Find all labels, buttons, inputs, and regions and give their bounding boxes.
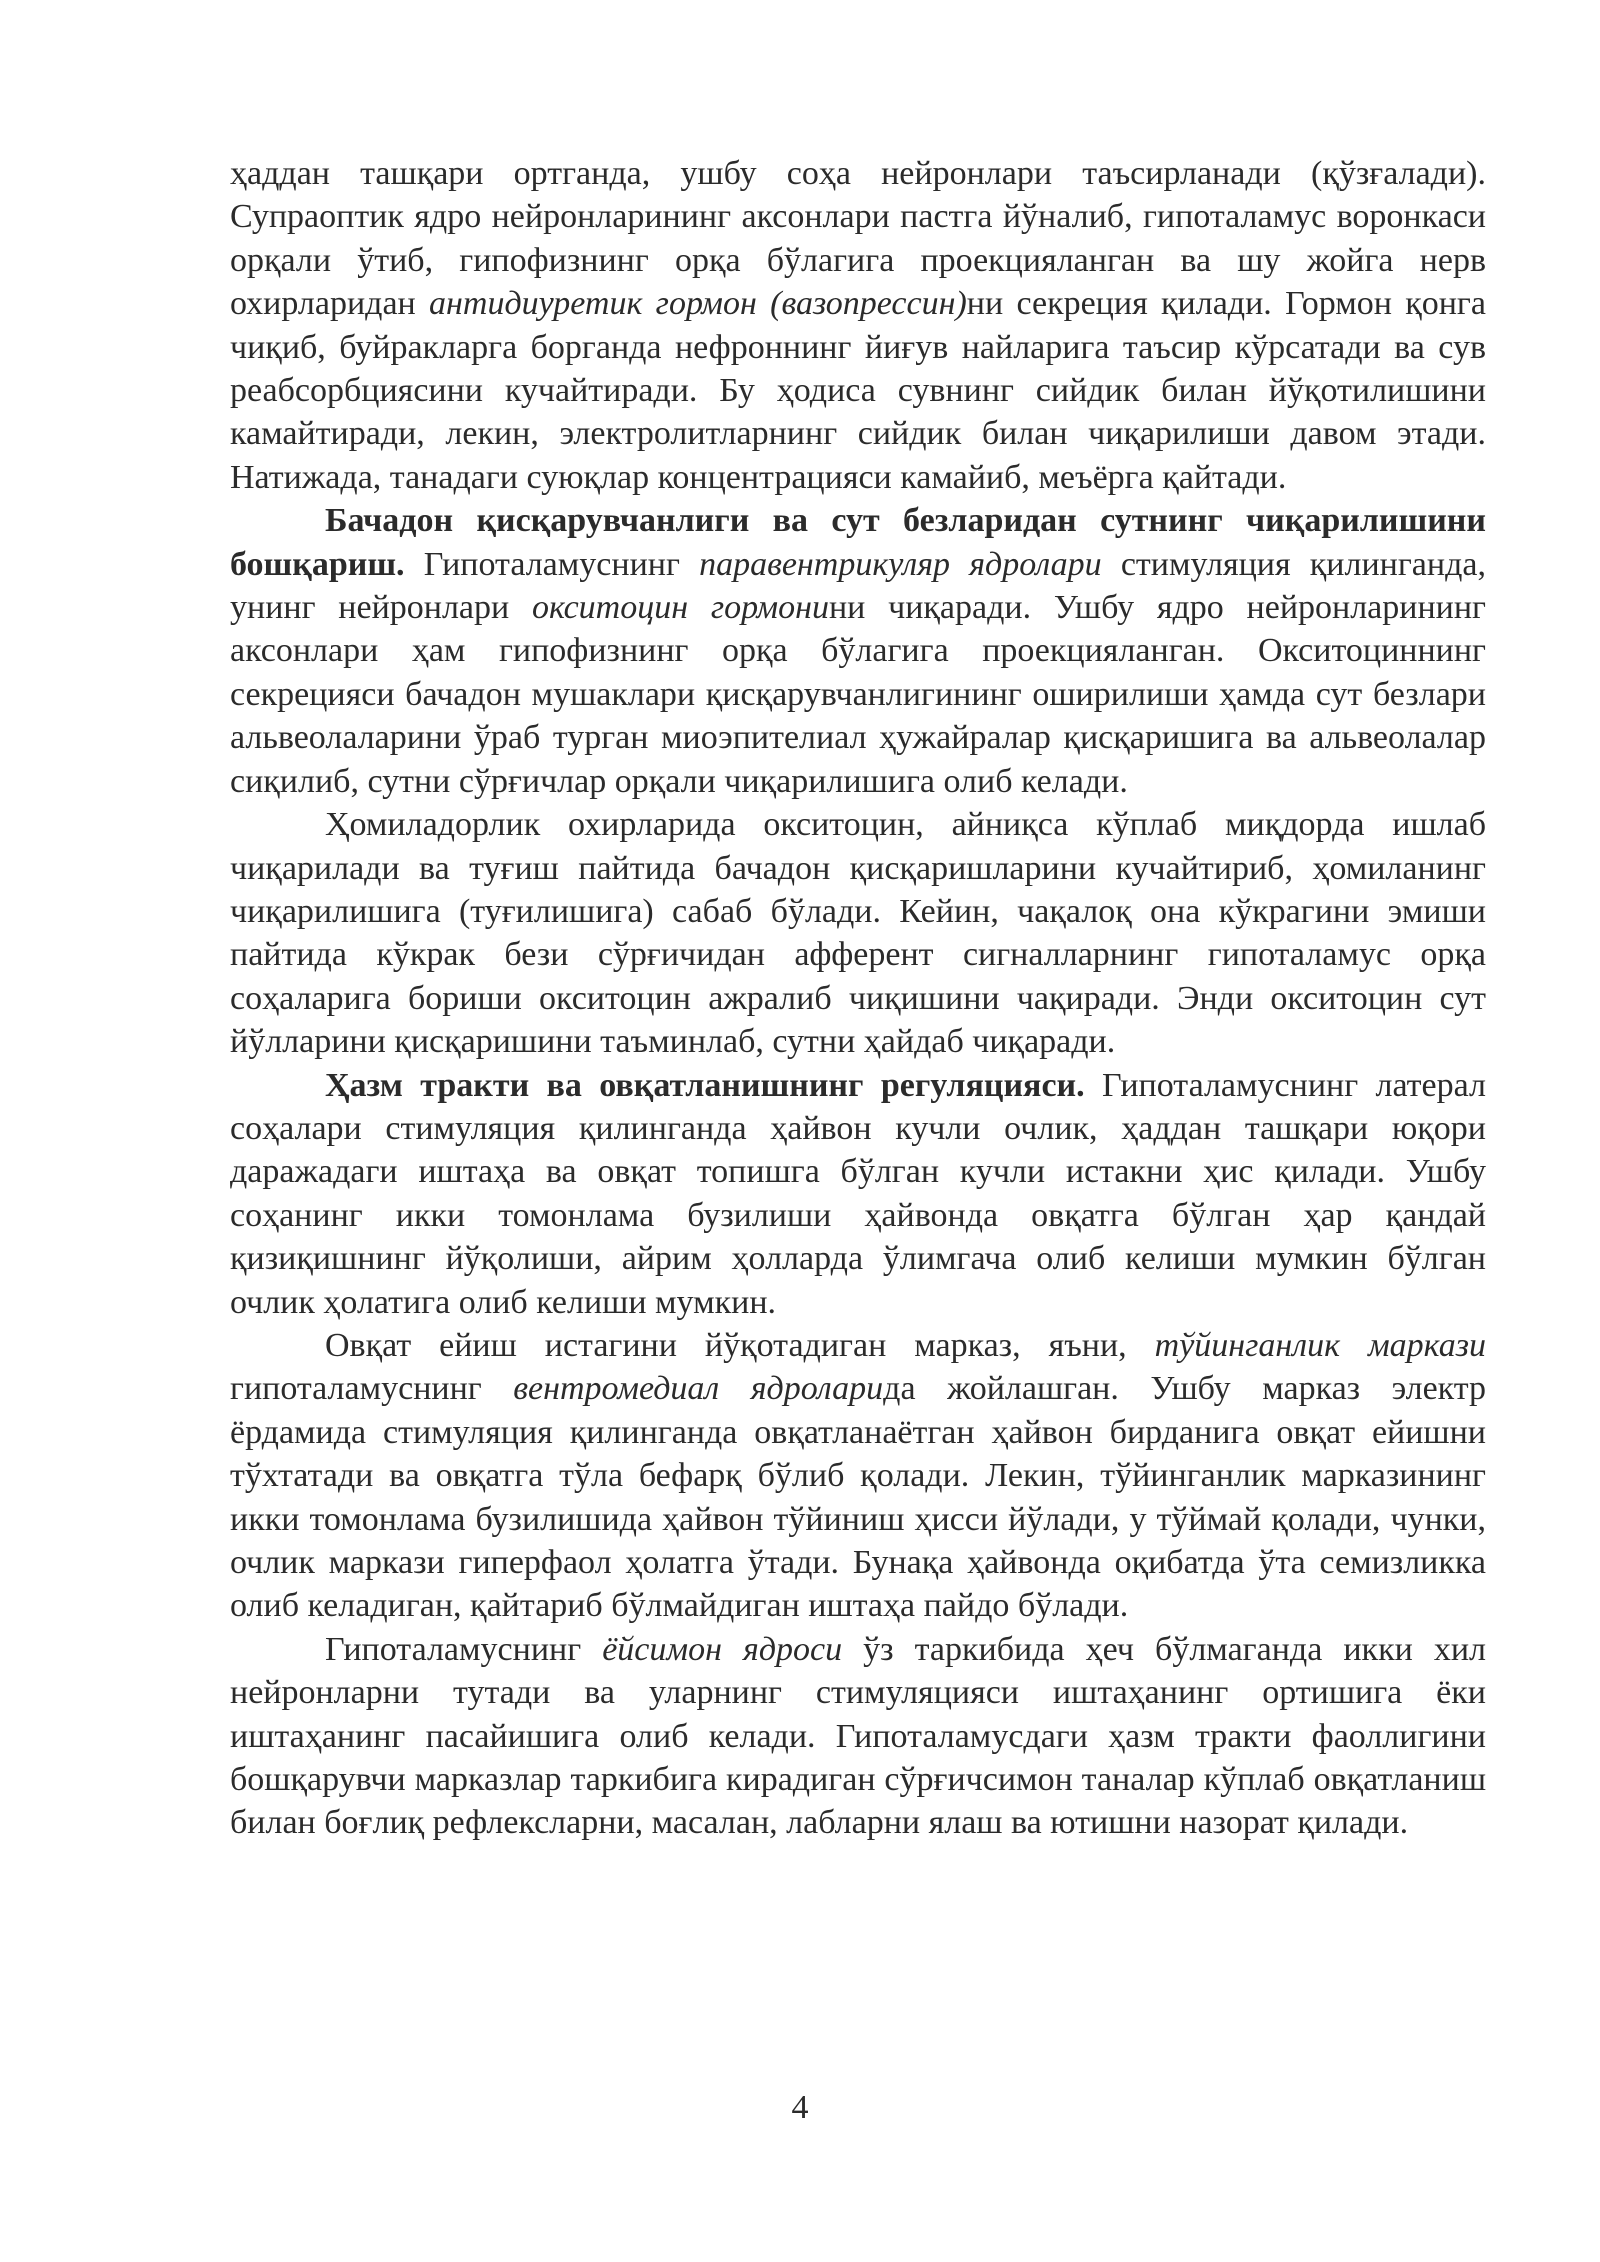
text-run: ўз таркибида ҳеч бўлмаганда икки хил нейронларни тутади ва уларнинг стимуляцияси иштаҳанинг ортишига ёки иштаҳанинг пасайишига олиб келади. Гипоталамусдаги ҳазм тракти фаоллигини бошқарувчи марказлар таркибига кирадиган сўрғичсимон таналар кўплаб овқатланиш билан боғлиқ рефлексларни, масалан, лабларни ялаш ва ютишни назорат қилади. (230, 1630, 1486, 1842)
paragraph (230, 1064, 1486, 1324)
paragraph (230, 152, 1486, 499)
document-body (230, 152, 1486, 1845)
italic-term: тўйинганлик маркази (1154, 1326, 1486, 1364)
text-run: Гипоталамуснинг (325, 1630, 603, 1668)
paragraph (230, 1324, 1486, 1628)
text-run: ни чиқаради. Ушбу ядро нейронларининг аксонлари ҳам гипофизнинг орқа бўлагига проекцияланган. Окситоциннинг секрецияси бачадон мушаклари қисқарувчанлигининг оширилиши ҳамда сут безлари альвеолаларини ўраб турган миоэпителиал ҳужайралар қисқаришига ва альвеолалар сиқилиб, сутни сўрғичлар орқали чиқарилишига олиб келади. (230, 589, 1486, 800)
italic-term: паравентрикуляр ядролари (699, 545, 1102, 583)
section-heading: Ҳазм тракти ва овқатланишнинг регуляцияси. (325, 1066, 1085, 1104)
text-run: да жойлашган. Ушбу марказ электр ёрдамида стимуляция қилинганда овқатланаётган ҳайвон бирданига овқат ейишни тўхтатади ва овқатга тўла бефарқ бўлиб қолади. Лекин, тўйинганлик марказининг икки томонлама бузилишида ҳайвон тўйиниш ҳисси йўлади, у тўймай қолади, чунки, очлик маркази гиперфаол ҳолатга ўтади. Бунақа ҳайвонда оқибатда ўта семизликка олиб келадиган, қайтариб бўлмайдиган иштаҳа пайдо бўлади. (230, 1370, 1487, 1625)
page-number: 4 (791, 2089, 809, 2126)
italic-term: вентромедиал ядролари (513, 1370, 884, 1408)
text-run: Гипоталамуснинг латерал соҳалари стимуляция қилинганда ҳайвон кучли очлик, ҳаддан ташқари юқори даражадаги иштаҳа ва овқат топишга бўлган кучли истакни ҳис қилади. Ушбу соҳанинг икки томонлама бузилиши ҳайвонда овқатга бўлган ҳар қандай қизиқишнинг йўқолиши, айрим ҳолларда ўлимгача олиб келиши мумкин бўлган очлик ҳолатига олиб келиши мумкин. (230, 1066, 1486, 1321)
italic-term: ёйсимон ядроси (602, 1630, 843, 1668)
text-run: Ҳомиладорлик охирларида окситоцин, айниқса кўплаб миқдорда ишлаб чиқарилади ва туғиш пайтида бачадон қисқаришларини кучайтириб, ҳомиланинг чиқарилишига (туғилишига) сабаб бўлади. Кейин, чақалоқ она кўкрагини эмиши пайтида кўкрак бези сўрғичидан афферент сигналларнинг гипоталамус орқа соҳаларига бориши окситоцин ажралиб чиқишини чақиради. Энди окситоцин сут йўлларини қисқаришини таъминлаб, сутни ҳайдаб чиқаради. (230, 806, 1486, 1061)
italic-term: окситоцин гормони (531, 589, 829, 627)
text-run: Гипоталамуснинг (404, 545, 700, 583)
text-run: Овқат ейиш истагини йўқотадиган марказ, яъни, (325, 1326, 1155, 1364)
paragraph (230, 499, 1486, 803)
text-run: гипоталамуснинг (230, 1370, 514, 1408)
italic-term: антидиуретик гормон (вазопрессин) (429, 285, 967, 323)
section-heading: Бачадон қисқарувчанлиги ва сут безларидан сутнинг чиқарилишини бошқариш. (230, 502, 1486, 583)
paragraph (230, 1628, 1486, 1845)
text-run: стимуляция қилинганда, унинг нейронлари (230, 545, 1486, 627)
text-run: ни секреция қилади. Гормон қонга чиқиб, буйракларга борганда нефроннинг йиғув найларига таъсир кўрсатади ва сув реабсорбциясини кучайтиради. Бу ҳодиса сувнинг сийдик билан йўқотилишини камайтиради, лекин, электролитларнинг сийдик билан чиқарилиши давом этади. Натижада, танадаги суюқлар концентрацияси камайиб, меъёрга қайтади. (230, 285, 1486, 496)
text-run: ҳаддан ташқари ортганда, ушбу соҳа нейронлари таъсирланади (қўзғалади). Супраоптик ядро нейронларининг аксонлари пастга йўналиб, гипоталамус воронкаси орқали ўтиб, гипофизнинг орқа бўлагига проекцияланган ва шу жойга нерв охирларидан (230, 155, 1486, 323)
paragraph (230, 803, 1486, 1063)
